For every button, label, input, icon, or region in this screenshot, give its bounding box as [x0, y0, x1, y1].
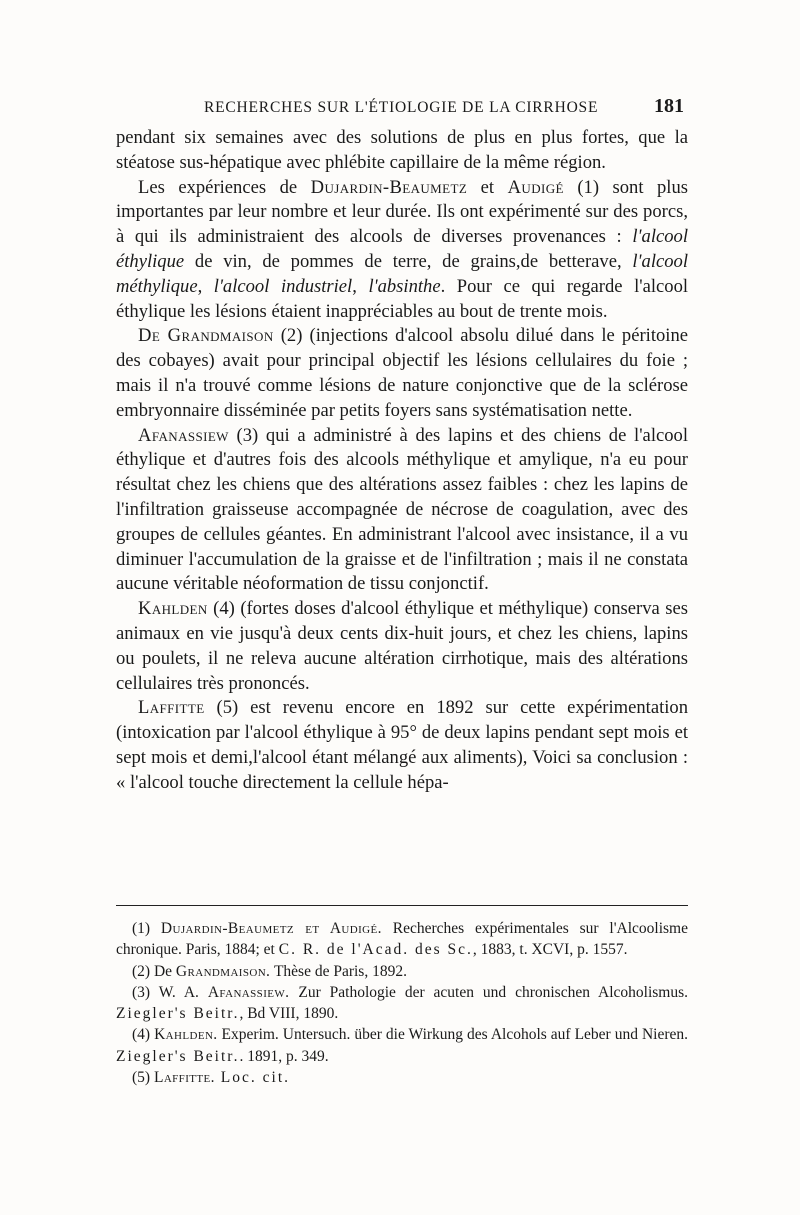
footnote-number: (1)	[132, 920, 161, 937]
footnote-text: Recherches expérimentales sur l'Alcoolisme chronique. Paris, 1884; et	[116, 920, 688, 959]
footnote-text: . 1891, p. 349.	[239, 1047, 329, 1065]
paragraph-afanassiew	[116, 424, 688, 598]
footnote-text: Thèse de Paris, 1892.	[270, 962, 407, 980]
italic-term: l'absinthe	[368, 275, 441, 297]
paragraph-text: (3) qui a administré à des lapins et des chiens de l'alcool éthylique et d'autres fois des alcools méthylique et amylique, n'a eu pour résultat chez les chiens que des altérations assez faibles : chez les lapins de l'infiltration graisseuse accompagnée de nécrose de coagulation, avec des groupes de cellules géantes. En administrant l'alcool avec insistance, il a vu diminuer l'accumulation de la graisse et de l'infiltration ; mais il ne constata aucune véritable néoformation de tissu conjonctif.	[116, 424, 688, 595]
footnote-1	[116, 918, 688, 961]
text-span: ,	[197, 275, 214, 297]
page-number: 181	[654, 95, 684, 117]
footnote-5	[116, 1067, 688, 1088]
footnote-journal: Loc. cit.	[214, 1069, 290, 1087]
text-span: . Pour ce qui regarde l'alcool éthylique les lésions étaient inappréciables au bout de trente mois.	[116, 275, 689, 322]
paragraph-text: (4) (fortes doses d'alcool éthylique et méthylique) conserva ses animaux en vie jusqu'à deux cents dix-huit jours, et chez les chiens, lapins ou poulets, il ne releva aucune altération cirrhotique, mais des altérations cellulaires très prononcés.	[116, 598, 688, 694]
paragraph-grandmaison	[116, 324, 688, 423]
page-header	[116, 97, 686, 125]
footnote-number: (4)	[132, 1026, 155, 1044]
footnote-text: Zur Pathologie der acuten und chronischen Alcoholismus.	[289, 983, 689, 1001]
italic-term: l'alcool éthylique	[116, 226, 688, 272]
footnote-text: , Bd VIII, 1890.	[239, 1005, 339, 1023]
footnote-2	[116, 961, 688, 982]
footnote-journal: Ziegler's Beitr.	[116, 1005, 240, 1023]
footnotes	[116, 918, 688, 1088]
paragraph-text: pendant six semaines avec des solutions de plus en plus fortes, que la stéatose sus-hépatique avec phlébite capillaire de la même région.	[116, 127, 688, 173]
italic-term: l'alcool méthylique	[116, 250, 688, 297]
footnote-number: (3) W. A.	[132, 983, 208, 1001]
paragraph-continuation	[116, 126, 688, 176]
running-title: RECHERCHES SUR L'ÉTIOLOGIE DE LA CIRRHOSE	[204, 99, 599, 116]
paragraph-kahlden	[116, 597, 688, 696]
paragraph-laffitte	[116, 696, 688, 795]
author-name: Laffitte	[138, 697, 205, 719]
italic-term: l'alcool industriel	[213, 275, 353, 297]
text-span: et	[467, 176, 508, 198]
footnote-number: (2) De	[132, 962, 176, 980]
author-name: Kahlden	[138, 598, 208, 620]
author-name: Dujardin-Beaumetz	[310, 176, 468, 198]
footnote-author: Afanassiew.	[207, 983, 290, 1001]
paragraph-text: (5) est revenu encore en 1892 sur cette expérimentation (intoxication par l'alcool éthylique à 95° de deux lapins pendant sept mois et sept mois et demi,l'alcool étant mélangé aux aliments), Voici sa conclusion : « l'alcool touche directement la cellule hépa-	[116, 697, 688, 793]
footnote-author: Laffitte.	[153, 1069, 215, 1087]
main-text	[116, 126, 688, 796]
text-span: (1) sont plus importantes par leur nombre et leur durée. Ils ont expérimenté sur des porcs, à qui ils administraient des alcools de diverses provenances :	[116, 176, 688, 248]
footnote-text: , 1883, t. XCVI, p. 1557.	[472, 941, 628, 959]
footnote-3	[116, 982, 688, 1025]
footnote-journal: Ziegler's Beitr.	[116, 1047, 240, 1065]
author-name: Afanassiew	[138, 424, 229, 446]
footnote-author: Kahlden.	[154, 1026, 218, 1044]
footnote-divider	[116, 905, 688, 906]
footnote-text: Experim. Untersuch. über die Wirkung des Alcohols auf Leber und Nieren.	[217, 1026, 689, 1044]
author-name: De Grandmaison	[138, 325, 274, 347]
text-span: Les expériences de	[138, 176, 311, 198]
paragraph-dujardin	[116, 176, 688, 325]
footnote-author: Dujardin-Beaumetz et Audigé.	[160, 920, 382, 937]
text-span: ,	[352, 275, 369, 297]
author-name: Audigé	[507, 176, 564, 198]
footnote-journal: C. R. de l'Acad. des Sc.	[278, 941, 473, 959]
footnote-author: Grandmaison.	[175, 962, 271, 980]
footnote-4	[116, 1024, 688, 1067]
footnote-number: (5)	[132, 1069, 154, 1087]
paragraph-text: (2) (injections d'alcool absolu dilué dans le péritoine des cobayes) avait pour principal objectif les lésions cellulaires du foie ; mais il n'a trouvé comme lésions de nature conjonctive que de la sclérose embryonnaire disséminée par petits foyers sans systématisation nette.	[116, 325, 688, 421]
text-span: de vin, de pommes de terre, de grains,de betterave,	[184, 250, 633, 272]
